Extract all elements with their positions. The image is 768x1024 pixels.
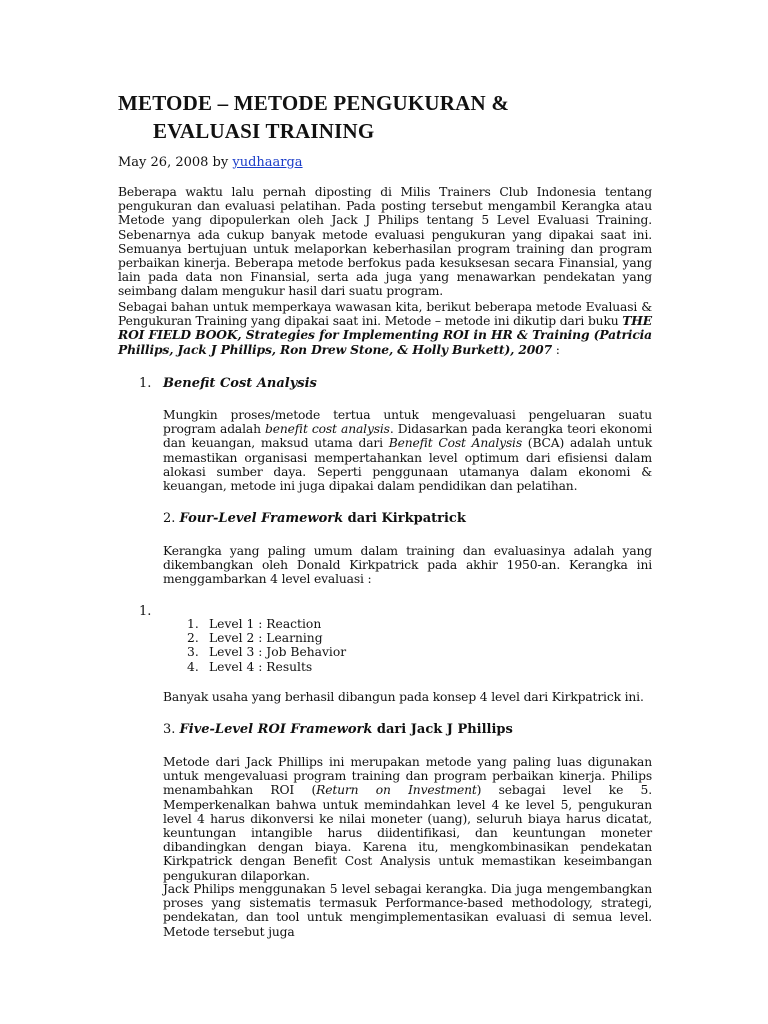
byline <box>118 155 303 171</box>
section-1-paragraph: Mungkin proses/metode tertua untuk mengevaluasi pengeluaran suatu program adalah benefit cost analysis. Didasarkan pada kerangka teori ekonomi dan keuangan, maksud utama dari Benefit Cost Analysis (BCA) adalah untuk memastikan organisasi mempertahankan level optimum dari efisiensi dalam alokasi sumber daya. Seperti penggunaan utamanya dalam ekonomi & keuangan, metode ini juga dipakai dalam pendidikan dan pelatihan. <box>163 408 652 494</box>
level-item: 3. Level 3 : Job Behavior <box>187 645 347 660</box>
section-3-paragraph-2: Jack Philips menggunakan 5 level sebagai kerangka. Dia juga mengembangkan proses yang sistematis termasuk Performance-based methodology, strategi, pendekatan, dan tool untuk mengimplementasikan evaluasi di semua level. Metode tersebut juga <box>163 882 652 939</box>
section-2-after-paragraph: Banyak usaha yang berhasil dibangun pada konsep 4 level dari Kirkpatrick ini. <box>163 690 644 704</box>
outer-list-number: 1. <box>139 604 152 619</box>
level-item: 1. Level 1 : Reaction <box>187 617 322 631</box>
title-line-1: METODE – METODE PENGUKURAN & <box>118 91 510 115</box>
section-2-title-italic: Four-Level Framework <box>179 511 344 526</box>
section-3-heading <box>163 722 513 738</box>
source-text: Sebagai bahan untuk memperkaya wawasan kita, berikut beberapa metode Evaluasi & Pengukuran Training yang dipakai saat ini. Metode – metode ini dikutip dari buku <box>118 300 652 329</box>
section-2-number: 2. <box>163 511 176 526</box>
title-line-2: EVALUASI TRAINING <box>153 119 375 143</box>
post-date: May 26, 2008 by <box>118 155 233 170</box>
section-2-title-rest: dari Kirkpatrick <box>343 511 466 526</box>
page-title <box>118 89 678 145</box>
intro-paragraph: Beberapa waktu lalu pernah diposting di Milis Trainers Club Indonesia tentang pengukuran dan evaluasi pelatihan. Pada posting tersebut mengambil Kerangka atau Metode yang dipopulerkan oleh Jack J Philips tentang 5 Level Evaluasi Training. Sebenarnya ada cukup banyak metode evaluasi pengukuran yang dipakai saat ini. Semuanya bertujuan untuk melaporkan keberhasilan program training dan program perbaikan kinerja. Beberapa metode berfokus pada kesuksesan secara Finansial, yang lain pada data non Finansial, serta ada juga yang menawarkan pendekatan yang seimbang dalam mengukur hasil dari suatu program. <box>118 185 652 299</box>
book-reference: THE ROI FIELD BOOK, Strategies for Implementing ROI in HR & Training (Patricia Phillips, Jack J Phillips, Ron Drew Stone, & Holly Burkett), 2007 <box>118 313 652 357</box>
section-3-number: 3. <box>163 722 176 737</box>
source-end: : <box>552 342 560 357</box>
section-2-heading <box>163 511 466 527</box>
section-2-paragraph: Kerangka yang paling umum dalam training dan evaluasinya adalah yang dikembangkan oleh Donald Kirkpatrick pada akhir 1950-an. Kerangka ini menggambarkan 4 level evaluasi : <box>163 544 652 587</box>
section-1-heading <box>163 376 317 392</box>
source-paragraph <box>118 300 652 357</box>
section-1-number: 1. <box>139 376 152 391</box>
section-3-title-rest: dari Jack J Phillips <box>372 722 513 737</box>
level-list <box>187 617 347 674</box>
section-1-title: Benefit Cost Analysis <box>163 376 317 391</box>
section-3-paragraph: Metode dari Jack Phillips ini merupakan metode yang paling luas digunakan untuk mengevaluasi program training dan program perbaikan kinerja. Philips menambahkan ROI (Return on Investment) sebagai level ke 5. Memperkenalkan bahwa untuk memindahkan level 4 ke level 5, pengukuran level 4 harus dikonversi ke nilai moneter (uang), seluruh biaya harus dicatat, keuntungan intangible harus diidentifikasi, dan keuntungan moneter dibandingkan dengan biaya. Karena itu, mengkombinasikan pendekatan Kirkpatrick dengan Benefit Cost Analysis untuk memastikan keseimbangan pengukuran dilaporkan. <box>163 755 652 883</box>
section-3-title-italic: Five-Level ROI Framework <box>179 722 373 737</box>
author-link[interactable]: yudhaarga <box>232 155 303 170</box>
level-item: 4. Level 4 : Results <box>187 659 313 674</box>
level-item: 2. Level 2 : Learning <box>187 631 323 646</box>
